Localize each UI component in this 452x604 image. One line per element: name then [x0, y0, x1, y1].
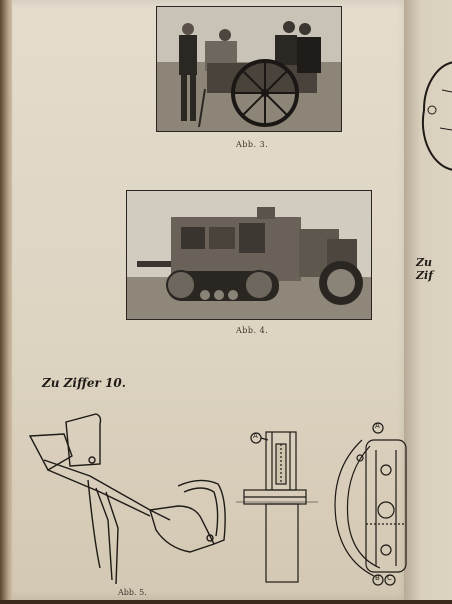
label-a-right: A [375, 422, 380, 430]
label-b: B [375, 574, 380, 582]
figure-3-caption: Abb. 3. [236, 140, 269, 149]
apparatus-drawing-left [30, 414, 225, 584]
label-c: C [387, 574, 392, 582]
facing-page-heading: Zu Zif [416, 256, 433, 282]
figure-4-caption: Abb. 4. [236, 326, 269, 335]
mechanism-drawing-middle [236, 432, 318, 582]
label-a-left: A [253, 432, 258, 440]
figure-5-caption-partial: Abb. 5. [118, 588, 147, 597]
device-drawing-right [335, 423, 406, 585]
section-heading: Zu Ziffer 10. [42, 376, 126, 390]
